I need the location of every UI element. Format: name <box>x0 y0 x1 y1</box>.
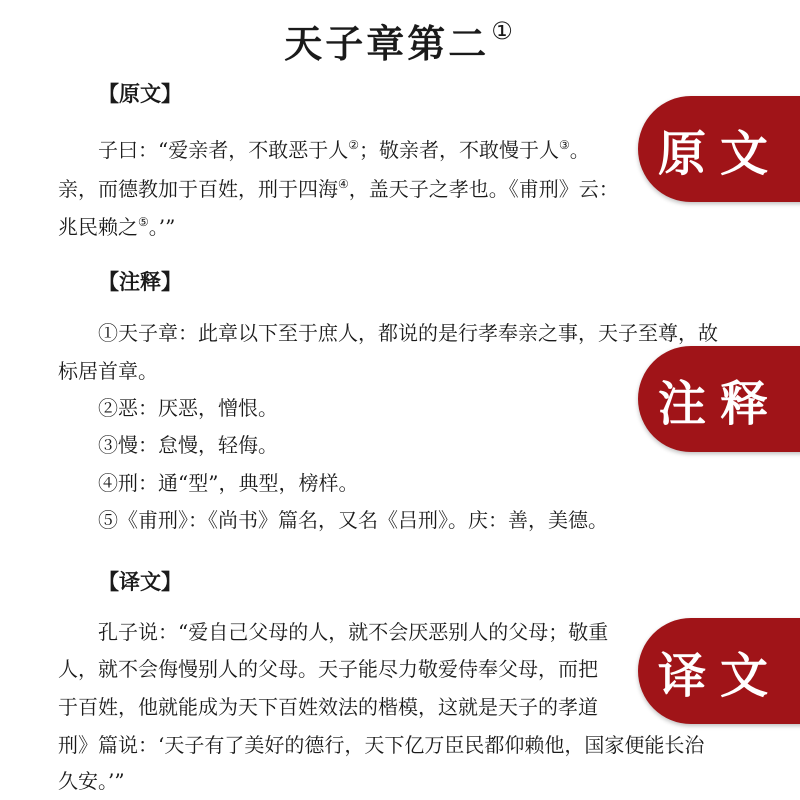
footnote-marker: ⑤ <box>138 215 149 229</box>
translation-line: 于百姓，他就能成为天下百姓效法的楷模，这就是天子的孝道 <box>58 695 598 719</box>
tab-original-label: 原文 <box>658 125 783 182</box>
text-span: 兆民赖之 <box>58 215 138 239</box>
text-span: 子曰：“爱亲者，不敢恶于人 <box>98 138 349 162</box>
chapter-title-note: ① <box>491 17 516 45</box>
tab-original[interactable] <box>638 96 800 202</box>
text-span: ；敬亲者，不敢慢于人 <box>359 138 559 162</box>
tab-notes-label: 注释 <box>658 375 783 432</box>
note-line: ④刑：通“型”，典型，榜样。 <box>98 471 359 495</box>
tab-translation-label: 译文 <box>658 647 783 704</box>
original-line-2 <box>58 167 619 206</box>
text-span: 。’” <box>148 215 176 239</box>
original-line-1 <box>98 128 590 167</box>
note-line: ②恶：厌恶，憎恨。 <box>98 396 278 420</box>
text-span: 亲，而德教加于百姓，刑于四海 <box>58 177 338 201</box>
translation-line: 孔子说：“爱自己父母的人，就不会厌恶别人的父母；敬重 <box>98 620 609 644</box>
note-line: 标居首章。 <box>58 359 158 383</box>
tab-notes[interactable] <box>638 346 800 452</box>
section-heading-translation: 【译文】 <box>98 570 182 594</box>
translation-line: 刑》篇说：‘天子有了美好的德行，天下亿万臣民都仰赖他，国家便能长治 <box>58 733 705 757</box>
footnote-marker: ③ <box>559 138 570 152</box>
translation-line: 人，就不会侮慢别人的父母。天子能尽力敬爱侍奉父母，而把 <box>58 657 598 681</box>
translation-line: 久安。’” <box>58 769 125 793</box>
note-line: ③慢：怠慢，轻侮。 <box>98 433 278 457</box>
footnote-marker: ④ <box>338 177 349 191</box>
section-heading-original: 【原文】 <box>98 82 182 106</box>
text-span: 。 <box>569 138 590 162</box>
chapter-title <box>0 6 800 69</box>
text-span: ，盖天子之孝也。《甫刑》云： <box>348 177 619 201</box>
tab-translation[interactable] <box>638 618 800 724</box>
chapter-title-text: 天子章第二 <box>284 22 490 66</box>
note-line: ⑤《甫刑》：《尚书》篇名，又名《吕刑》。庆：善，美德。 <box>98 508 608 532</box>
footnote-marker: ② <box>348 138 359 152</box>
note-line: ①天子章：此章以下至于庶人，都说的是行孝奉亲之事，天子至尊，故 <box>98 321 718 345</box>
section-heading-notes: 【注释】 <box>98 270 182 294</box>
original-line-3 <box>58 205 175 244</box>
